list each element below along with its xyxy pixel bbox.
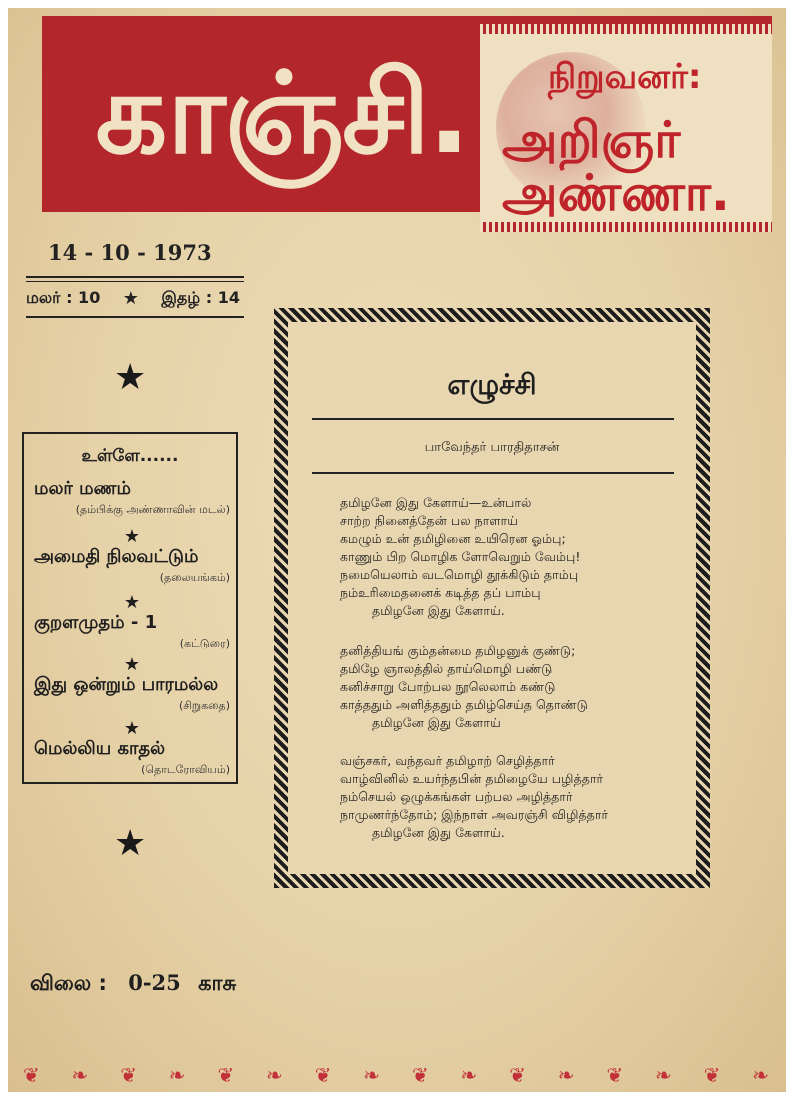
poem-stanza [340,752,680,842]
poem-line: தமிழே ஞாலத்தில் தாய்மொழி பண்டு [340,661,553,676]
poem-title: எழுச்சி [447,368,537,401]
founder-panel [480,24,772,232]
poem-line: வாழ்வினில் உயர்ந்தபின் தமிழையே பழித்தார் [340,771,604,786]
issue-line [26,288,240,309]
poem-refrain: தமிழனே இது கேளாய். [372,825,505,840]
contents-item [34,738,232,778]
contents-item-title: அமைதி நிலவட்டும் [34,546,199,567]
founder-name: அறிஞர் அண்ணா. [502,111,730,222]
flower-icon: ❦ [703,1063,723,1087]
flower-icon: ❧ [363,1063,383,1087]
flower-icon: ❦ [606,1063,626,1087]
founder-label: நிறுவனர்: [548,57,702,97]
contents-item [34,546,232,586]
flower-icon: ❦ [217,1063,237,1087]
poem-line: நம்செயல் ஒழுக்கங்கள் பற்பல அழித்தார் [340,789,573,804]
star-icon: ★ [123,592,141,613]
rule-top [26,276,244,278]
rule-top-thin [26,281,244,282]
floral-border [8,1062,786,1088]
price-label: விலை : [30,971,107,995]
flower-icon: ❧ [557,1063,577,1087]
flower-icon: ❦ [314,1063,334,1087]
poem-line: காணும் பிற மொழிக ளோவெறும் வேம்பு! [340,549,581,564]
contents-item-title: மலர் மணம் [34,478,131,499]
poem-rule-bottom [312,472,674,474]
magazine-cover [8,8,786,1092]
flower-icon: ❦ [509,1063,528,1087]
star-icon: ★ [123,526,141,547]
flower-icon: ❦ [411,1063,431,1087]
poem-line: கமழும் உன் தமிழினை உயிரென ஓம்பு; [340,531,566,546]
star-icon: ★ [114,357,147,398]
contents-heading: உள்ளே...... [81,446,179,466]
star-icon: ★ [114,823,147,864]
contents-item-subtitle: (கட்டுரை) [179,637,230,650]
poem-line: கனிச்சாறு போற்பல நூலெலாம் கண்டு [340,679,556,694]
price-currency: காசு [198,971,237,995]
contents-box [22,432,238,784]
magazine-title: காஞ்சி. [95,49,469,179]
flower-icon: ❧ [266,1063,285,1087]
contents-item-subtitle: (தொடரோவியம்) [141,763,230,776]
poem-rule-top [312,418,674,420]
price-value: 0-25 [128,970,181,995]
contents-item-title: இது ஒன்றும் பாரமல்ல [34,674,219,695]
contents-item-subtitle: (தலையங்கம்) [159,571,230,584]
rule-bottom [26,316,244,318]
contents-item-title: மெல்லிய காதல் [34,738,166,759]
poem-line: தனித்தியங் கும்தன்மை தமிழனுக் குண்டு; [340,643,576,658]
masthead [42,16,772,222]
poem-line: நாமுணர்ந்தோம்; இந்நாள் அவரஞ்சி விழித்தார் [340,807,609,822]
price [30,970,236,998]
contents-item-title: குறளமுதம் - 1 [34,612,158,633]
poem-line: நம்உரிமைதனைக் கடித்த தப் பாம்பு [340,585,541,600]
poem-refrain: தமிழனே இது கேளாய் [372,715,501,730]
volume-number: மலர் : 10 [26,288,101,307]
poem-line: காத்ததும் அளித்ததும் தமிழ்செய்த தொண்டு [340,697,588,712]
flower-icon: ❧ [752,1063,772,1087]
poem-author: பாவேந்தர் பாரதிதாசன் [424,440,560,455]
contents-item [34,674,232,714]
poem-line: வஞ்சகர், வந்தவர் தமிழாற் செழித்தார் [340,753,555,768]
poem-stanza [340,494,680,620]
contents-item [34,612,232,652]
film-strip-top [480,24,772,34]
poem-frame [274,308,710,888]
flower-icon: ❧ [655,1063,674,1087]
poem-line: சாற்ற நினைத்தேன் பல நாளாய் [340,513,519,528]
issue-number: இதழ் : 14 [161,288,240,307]
flower-icon: ❧ [71,1063,91,1087]
contents-item-subtitle: (தம்பிக்கு அண்ணாவின் மடல்) [75,503,230,516]
flower-icon: ❦ [120,1063,139,1087]
star-icon: ★ [123,654,141,675]
issue-date: 14 - 10 - 1973 [48,240,212,265]
poem-stanza [340,642,680,732]
flower-icon: ❧ [168,1063,188,1087]
poem-refrain: தமிழனே இது கேளாய். [372,603,505,618]
flower-icon: ❧ [460,1063,480,1087]
contents-item-subtitle: (சிறுகதை) [178,699,230,712]
star-icon: ★ [122,288,139,309]
contents-item [34,478,232,518]
star-icon: ★ [123,718,141,739]
film-strip-bottom [480,222,772,232]
flower-icon: ❦ [22,1063,42,1087]
poem-line: தமிழனே இது கேளாய்—உன்பால் [340,495,532,510]
poem-line: நமையெலாம் வடமொழி தூக்கிடும் தாம்பு [340,567,579,582]
